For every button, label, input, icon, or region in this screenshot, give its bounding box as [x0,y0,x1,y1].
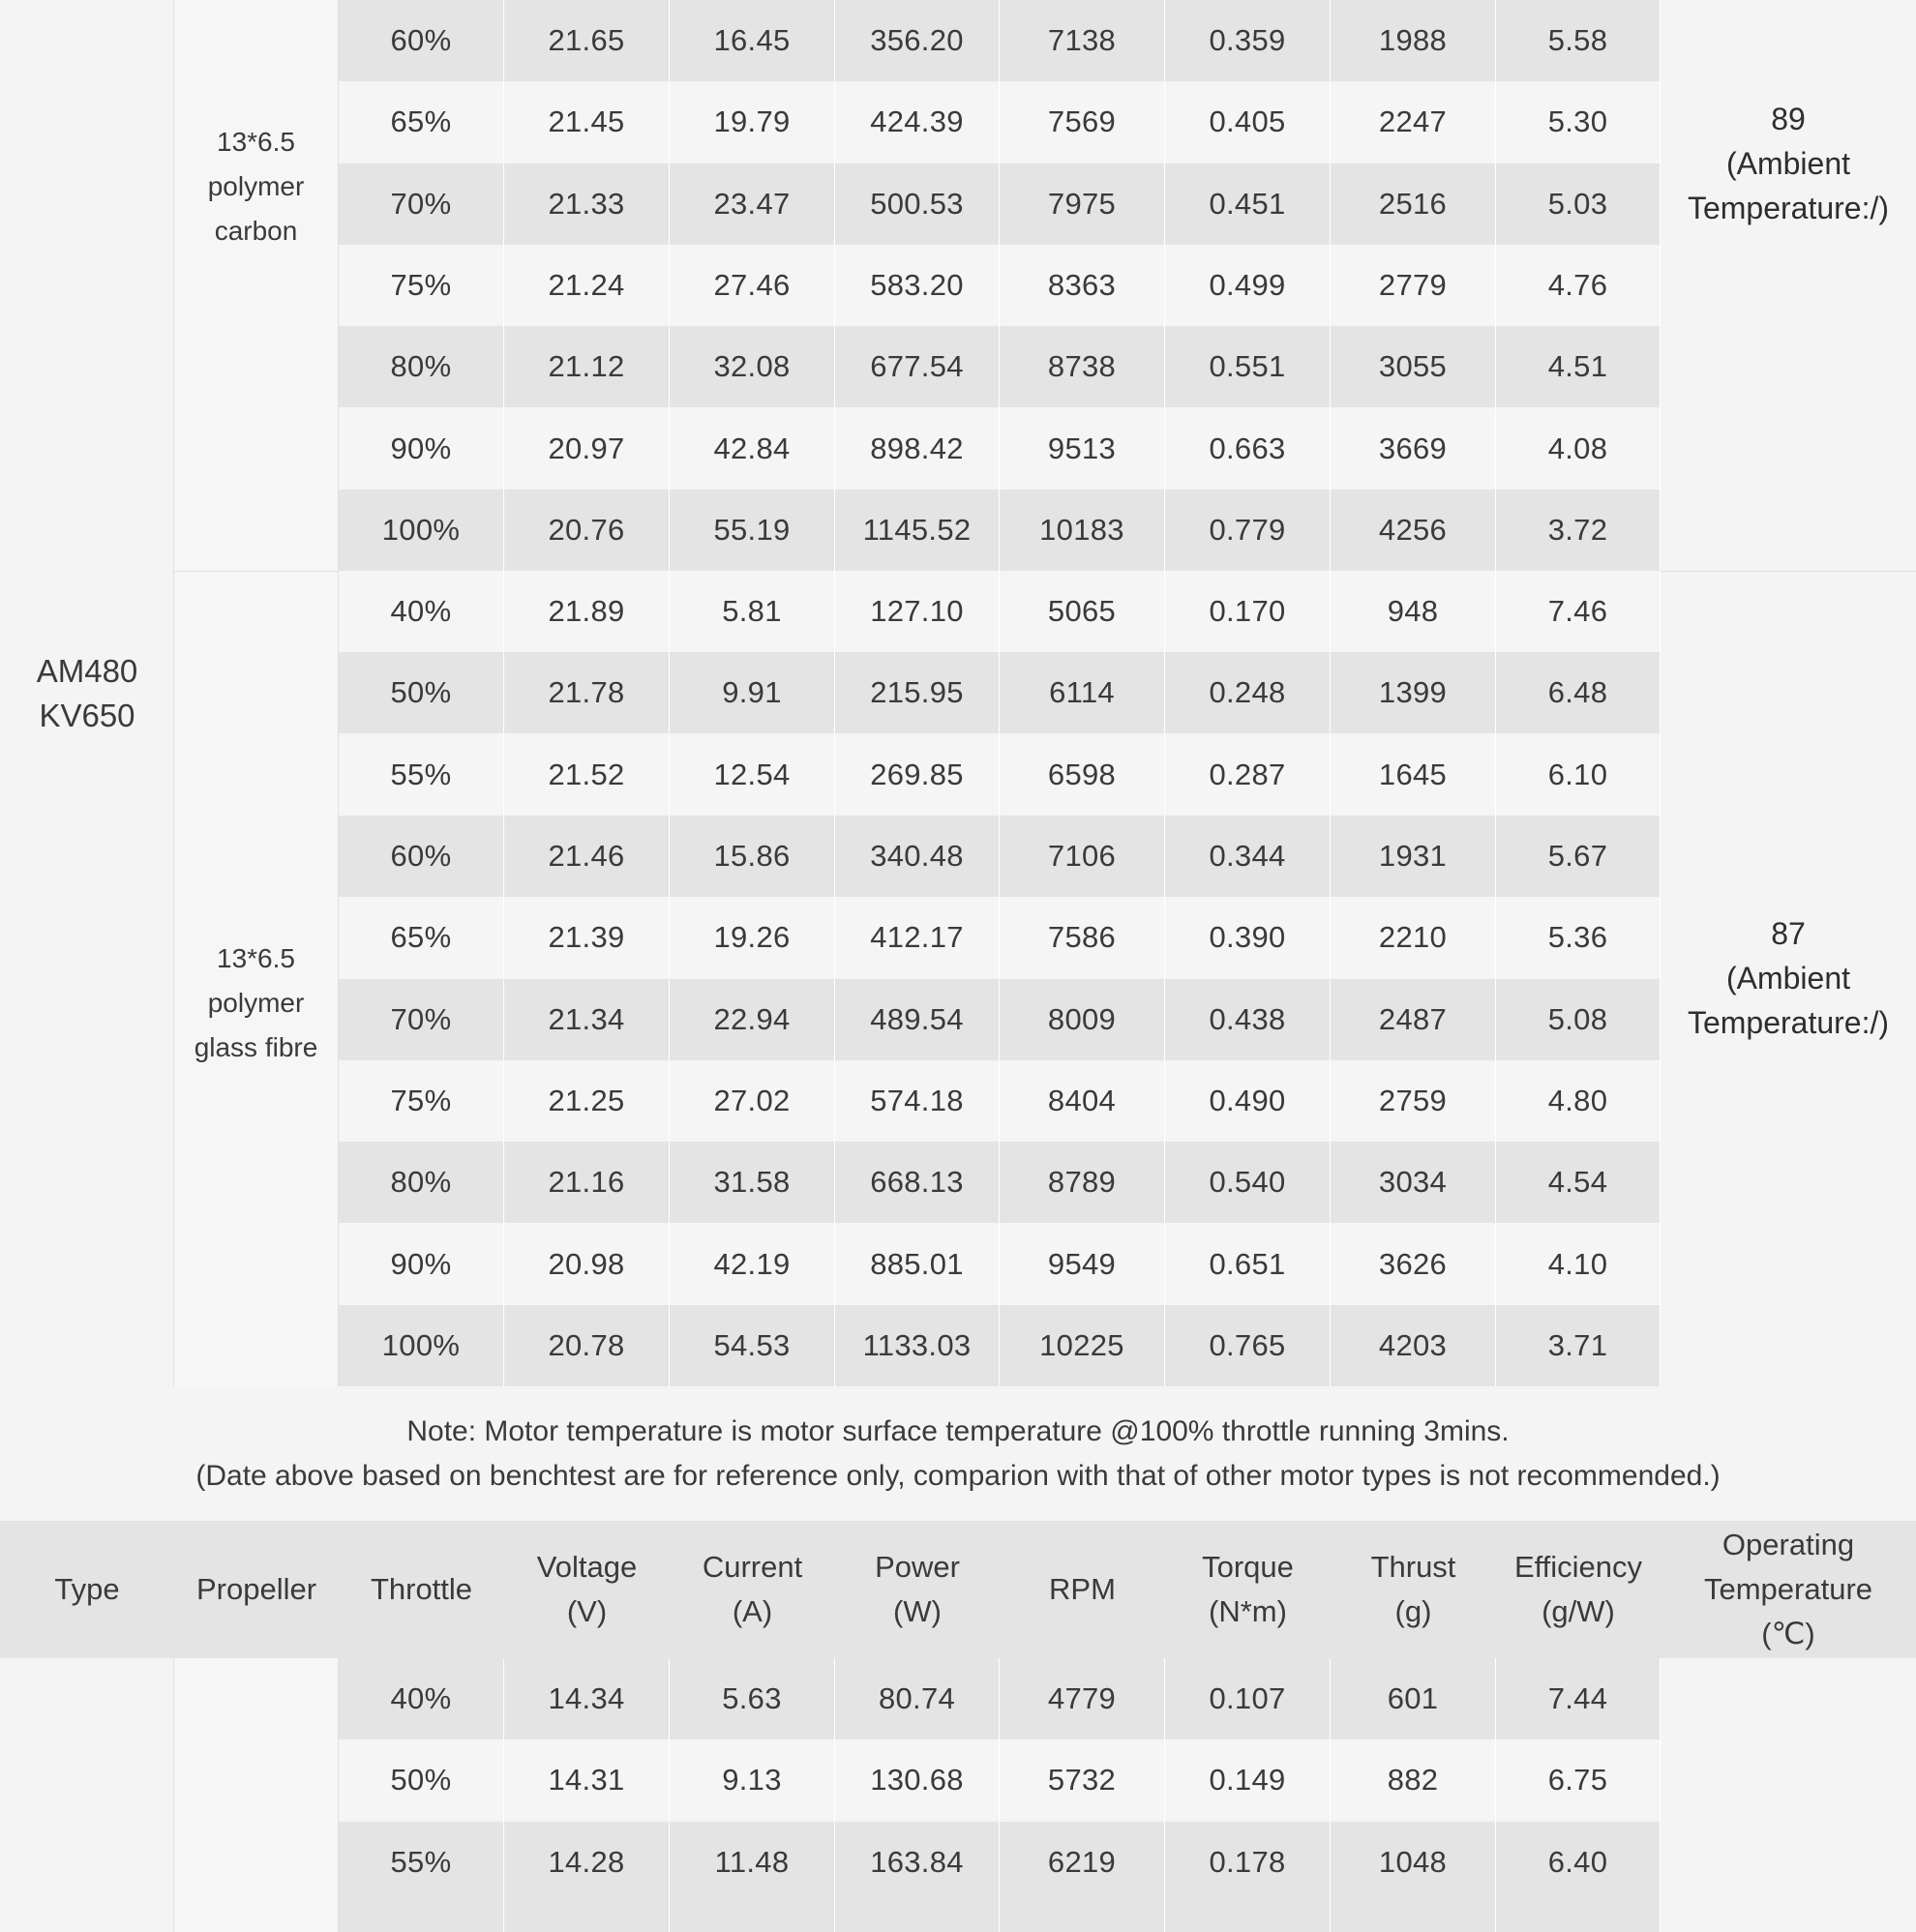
thrust-cell: 882 [1331,1739,1496,1821]
torque-cell: 0.779 [1165,490,1331,571]
header-propeller: Propeller [195,1572,317,1606]
torque-cell [1165,1903,1331,1932]
throttle-cell: 80% [339,326,504,407]
torque-cell: 0.107 [1165,1658,1331,1739]
current-cell: 23.47 [670,163,835,245]
rpm-cell [1000,1903,1165,1932]
table-row [0,408,1916,490]
throttle-cell: 90% [339,1224,504,1305]
throttle-cell: 50% [339,652,504,733]
voltage-cell: 20.98 [504,1224,670,1305]
throttle-cell: 40% [339,571,504,652]
current-cell: 19.79 [670,81,835,163]
efficiency-cell: 6.40 [1496,1822,1661,1903]
thrust-cell: 2247 [1331,81,1496,163]
power-cell: 130.68 [835,1739,1000,1821]
voltage-cell: 20.97 [504,408,670,490]
torque-cell: 0.178 [1165,1822,1331,1903]
table-row [0,979,1916,1060]
voltage-cell: 21.33 [504,163,670,245]
table-row [0,1739,1916,1821]
rpm-cell: 8009 [1000,979,1165,1060]
table-row [0,897,1916,978]
current-cell: 12.54 [670,734,835,816]
voltage-cell: 21.25 [504,1060,670,1142]
rpm-cell: 7106 [1000,816,1165,897]
current-cell: 16.45 [670,0,835,81]
table-row [0,163,1916,245]
efficiency-cell [1496,1903,1661,1932]
power-cell: 215.95 [835,652,1000,733]
rpm-cell: 9549 [1000,1224,1165,1305]
thrust-cell: 1048 [1331,1822,1496,1903]
rpm-cell: 9513 [1000,408,1165,490]
efficiency-cell: 4.80 [1496,1060,1661,1142]
power-cell: 1145.52 [835,490,1000,571]
throttle-cell: 55% [339,1822,504,1903]
torque-cell: 0.287 [1165,734,1331,816]
voltage-cell: 21.34 [504,979,670,1060]
rpm-cell: 8738 [1000,326,1165,407]
voltage-cell: 21.12 [504,326,670,407]
voltage-cell: 21.52 [504,734,670,816]
table-row [0,326,1916,407]
header-rpm: RPM [1049,1572,1116,1606]
power-cell: 489.54 [835,979,1000,1060]
efficiency-cell: 6.10 [1496,734,1661,816]
thrust-cell: 2779 [1331,245,1496,326]
power-cell: 412.17 [835,897,1000,978]
efficiency-cell: 5.67 [1496,816,1661,897]
table-row [0,1658,1916,1739]
voltage-cell: 20.76 [504,490,670,571]
throttle-cell: 55% [339,734,504,816]
header-throttle: Throttle [370,1572,473,1606]
table-row [0,490,1916,571]
efficiency-cell: 3.72 [1496,490,1661,571]
efficiency-cell: 4.54 [1496,1142,1661,1223]
current-cell: 9.13 [670,1739,835,1821]
power-cell: 80.74 [835,1658,1000,1739]
current-cell: 54.53 [670,1305,835,1386]
rpm-cell: 8404 [1000,1060,1165,1142]
note-line-2: (Date above based on benchtest are for reference only, comparion with that of other motor types is not recommended.) [195,1460,1721,1492]
throttle-cell: 65% [339,897,504,978]
voltage-cell: 21.65 [504,0,670,81]
power-cell: 574.18 [835,1060,1000,1142]
efficiency-cell: 5.03 [1496,163,1661,245]
header-efficiency: Efficiency (g/W) [1513,1550,1643,1628]
current-cell: 5.63 [670,1658,835,1739]
throttle-cell: 60% [339,816,504,897]
header-operating-temperature: Operating Temperature (℃) [1703,1528,1873,1650]
efficiency-cell: 6.75 [1496,1739,1661,1821]
efficiency-cell: 4.76 [1496,245,1661,326]
header-current: Current (A) [702,1550,803,1628]
thrust-cell: 1988 [1331,0,1496,81]
note-line-1: Note: Motor temperature is motor surface temperature @100% throttle running 3mins. [406,1415,1510,1447]
current-cell: 32.08 [670,326,835,407]
thrust-cell: 601 [1331,1658,1496,1739]
throttle-cell: 75% [339,245,504,326]
power-cell: 668.13 [835,1142,1000,1223]
current-cell: 22.94 [670,979,835,1060]
table-row [0,571,1916,652]
rpm-cell: 7138 [1000,0,1165,81]
power-cell: 1133.03 [835,1305,1000,1386]
voltage-cell: 20.78 [504,1305,670,1386]
rpm-cell: 6114 [1000,652,1165,733]
power-cell: 340.48 [835,816,1000,897]
rpm-cell: 10183 [1000,490,1165,571]
thrust-cell: 2516 [1331,163,1496,245]
table-row [0,1224,1916,1305]
table-row [0,1060,1916,1142]
power-cell: 898.42 [835,408,1000,490]
voltage-cell: 14.31 [504,1739,670,1821]
table-row-cutoff [0,1903,1916,1932]
efficiency-cell: 3.71 [1496,1305,1661,1386]
power-cell: 127.10 [835,571,1000,652]
current-cell: 15.86 [670,816,835,897]
voltage-cell: 21.89 [504,571,670,652]
current-cell: 31.58 [670,1142,835,1223]
power-cell: 424.39 [835,81,1000,163]
power-cell: 583.20 [835,245,1000,326]
power-cell: 163.84 [835,1822,1000,1903]
efficiency-cell: 6.48 [1496,652,1661,733]
torque-cell: 0.170 [1165,571,1331,652]
torque-cell: 0.149 [1165,1739,1331,1821]
power-cell: 885.01 [835,1224,1000,1305]
operating-temperature-group-1: 89 (Ambient Temperature:/) [1687,102,1890,225]
thrust-cell: 2759 [1331,1060,1496,1142]
torque-cell: 0.765 [1165,1305,1331,1386]
rpm-cell: 5065 [1000,571,1165,652]
voltage-cell [504,1903,670,1932]
voltage-cell: 21.78 [504,652,670,733]
throttle-cell: 60% [339,0,504,81]
torque-cell: 0.359 [1165,0,1331,81]
table-row [0,245,1916,326]
rpm-cell: 6598 [1000,734,1165,816]
current-cell: 19.26 [670,897,835,978]
torque-cell: 0.438 [1165,979,1331,1060]
rpm-cell: 4779 [1000,1658,1165,1739]
rpm-cell: 10225 [1000,1305,1165,1386]
throttle-cell: 80% [339,1142,504,1223]
rpm-cell: 7586 [1000,897,1165,978]
efficiency-cell: 7.46 [1496,571,1661,652]
table-row [0,652,1916,733]
thrust-cell: 3055 [1331,326,1496,407]
header-torque: Torque (N*m) [1202,1550,1294,1628]
efficiency-cell: 5.08 [1496,979,1661,1060]
efficiency-cell: 4.10 [1496,1224,1661,1305]
torque-cell: 0.663 [1165,408,1331,490]
table-row [0,81,1916,163]
header-thrust: Thrust (g) [1370,1550,1456,1628]
voltage-cell: 14.34 [504,1658,670,1739]
table-2-header [0,1521,1916,1658]
efficiency-cell: 7.44 [1496,1658,1661,1739]
rpm-cell: 8363 [1000,245,1165,326]
throttle-cell: 70% [339,163,504,245]
efficiency-cell: 5.36 [1496,897,1661,978]
current-cell: 11.48 [670,1822,835,1903]
throttle-cell: 50% [339,1739,504,1821]
table-row [0,1305,1916,1386]
thrust-cell: 3669 [1331,408,1496,490]
torque-cell: 0.490 [1165,1060,1331,1142]
thrust-cell [1331,1903,1496,1932]
torque-cell: 0.405 [1165,81,1331,163]
test-data-table-2 [0,1658,1916,1932]
thrust-cell: 4203 [1331,1305,1496,1386]
efficiency-cell: 4.51 [1496,326,1661,407]
throttle-cell: 65% [339,81,504,163]
voltage-cell: 21.24 [504,245,670,326]
throttle-cell [339,1903,504,1932]
power-cell: 677.54 [835,326,1000,407]
rpm-cell: 5732 [1000,1739,1165,1821]
power-cell [835,1903,1000,1932]
voltage-cell: 21.46 [504,816,670,897]
thrust-cell: 1399 [1331,652,1496,733]
thrust-cell: 3034 [1331,1142,1496,1223]
torque-cell: 0.248 [1165,652,1331,733]
operating-temperature-group-2: 87 (Ambient Temperature:/) [1687,916,1890,1040]
rpm-cell: 7569 [1000,81,1165,163]
torque-cell: 0.551 [1165,326,1331,407]
rpm-cell: 7975 [1000,163,1165,245]
current-cell: 55.19 [670,490,835,571]
efficiency-cell: 5.58 [1496,0,1661,81]
current-cell: 9.91 [670,652,835,733]
voltage-cell: 21.45 [504,81,670,163]
current-cell: 42.84 [670,408,835,490]
current-cell: 5.81 [670,571,835,652]
table-row [0,1822,1916,1903]
voltage-cell: 21.39 [504,897,670,978]
voltage-cell: 21.16 [504,1142,670,1223]
efficiency-cell: 4.08 [1496,408,1661,490]
table-row [0,734,1916,816]
table-row [0,1142,1916,1223]
current-cell: 42.19 [670,1224,835,1305]
table-row [0,816,1916,897]
motor-type-cell: AM480 KV650 [36,652,138,733]
propeller-cell-group-1: 13*6.5 polymer carbon [174,0,339,571]
current-cell: 27.02 [670,1060,835,1142]
table-row [0,0,1916,81]
throttle-cell: 100% [339,490,504,571]
power-cell: 356.20 [835,0,1000,81]
torque-cell: 0.344 [1165,816,1331,897]
torque-cell: 0.390 [1165,897,1331,978]
torque-cell: 0.540 [1165,1142,1331,1223]
thrust-cell: 1931 [1331,816,1496,897]
torque-cell: 0.499 [1165,245,1331,326]
throttle-cell: 100% [339,1305,504,1386]
thrust-cell: 3626 [1331,1224,1496,1305]
propeller-cell-group-2: 13*6.5 polymer glass fibre [174,571,339,1386]
throttle-cell: 90% [339,408,504,490]
current-cell [670,1903,835,1932]
thrust-cell: 2210 [1331,897,1496,978]
thrust-cell: 948 [1331,571,1496,652]
current-cell: 27.46 [670,245,835,326]
header-type: Type [54,1572,120,1606]
throttle-cell: 75% [339,1060,504,1142]
efficiency-cell: 5.30 [1496,81,1661,163]
thrust-cell: 1645 [1331,734,1496,816]
thrust-cell: 4256 [1331,490,1496,571]
torque-cell: 0.651 [1165,1224,1331,1305]
throttle-cell: 40% [339,1658,504,1739]
rpm-cell: 6219 [1000,1822,1165,1903]
header-voltage: Voltage (V) [536,1550,638,1628]
power-cell: 500.53 [835,163,1000,245]
header-power: Power (W) [875,1550,960,1628]
thrust-cell: 2487 [1331,979,1496,1060]
throttle-cell: 70% [339,979,504,1060]
voltage-cell: 14.28 [504,1822,670,1903]
rpm-cell: 8789 [1000,1142,1165,1223]
power-cell: 269.85 [835,734,1000,816]
torque-cell: 0.451 [1165,163,1331,245]
